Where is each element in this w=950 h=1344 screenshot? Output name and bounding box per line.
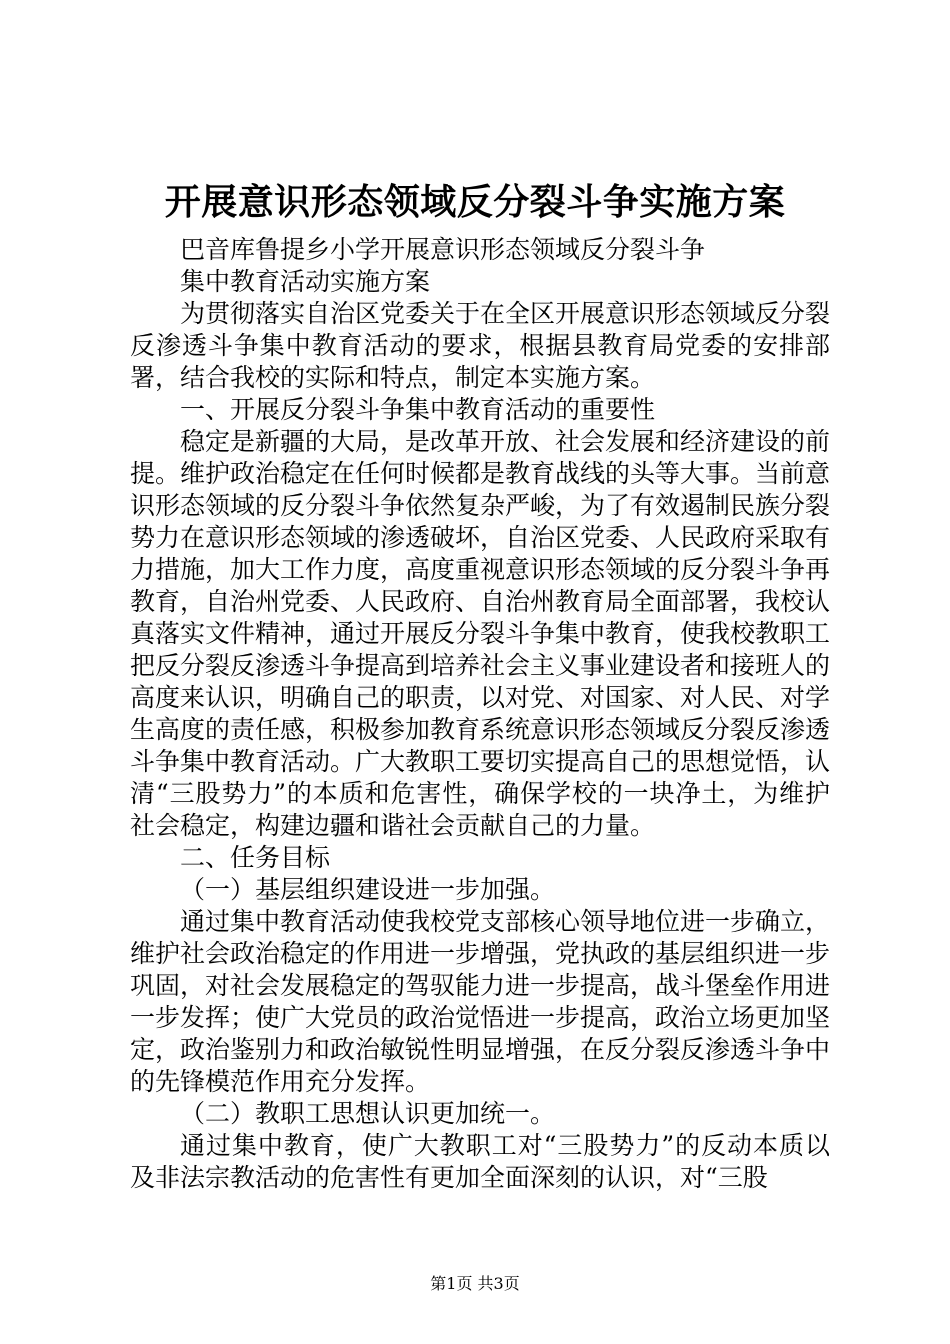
section-heading-2: 二、任务目标	[180, 843, 331, 872]
subsection-heading-2: （二）教职工思想认识更加统一。	[180, 1099, 556, 1128]
paragraph-education: 通过集中教育，使广大教职工对“三股势力”的反动本质以及非法宗教活动的危害性有更加全面深刻的认识，对“三股	[130, 1131, 830, 1192]
document-title: 开展意识形态领域反分裂斗争实施方案	[164, 181, 786, 223]
section-heading-1: 一、开展反分裂斗争集中教育活动的重要性	[180, 395, 656, 424]
paragraph-subtitle-line-2: 集中教育活动实施方案	[180, 267, 431, 296]
page-footer: 第1页 共3页	[430, 1274, 520, 1293]
paragraph-organization: 通过集中教育活动使我校党支部核心领导地位进一步确立，维护社会政治稳定的作用进一步增强，党执政的基层组织进一步巩固，对社会发展稳定的驾驭能力进一步提高，战斗堡垒作用进一步发挥；使广大党员的政治觉悟进一步提高，政治立场更加坚定，政治鉴别力和政治敏锐性明显增强，在反分裂反渗透斗争中的先锋模范作用充分发挥。	[130, 907, 831, 1096]
paragraph-intro: 为贯彻落实自治区党委关于在全区开展意识形态领域反分裂反渗透斗争集中教育活动的要求，根据县教育局党委的安排部署，结合我校的实际和特点，制定本实施方案。	[130, 299, 831, 392]
paragraph-importance: 稳定是新疆的大局，是改革开放、社会发展和经济建设的前提。维护政治稳定在任何时候都是教育战线的头等大事。当前意识形态领域的反分裂斗争依然复杂严峻，为了有效遏制民族分裂势力在意识形态领域的渗透破坏，自治区党委、人民政府采取有力措施，加大工作力度，高度重视意识形态领域的反分裂斗争再教育，自治州党委、人民政府、自治州教育局全面部署，我校认真落实文件精神，通过开展反分裂斗争集中教育，使我校教职工把反分裂反渗透斗争提高到培养社会主义事业建设者和接班人的高度来认识，明确自己的职责，以对党、对国家、对人民、对学生高度的责任感，积极参加教育系统意识形态领域反分裂反渗透斗争集中教育活动。广大教职工要切实提高自己的思想觉悟，认清“三股势力”的本质和危害性，确保学校的一块净土，为维护社会稳定，构建边疆和谐社会贡献自己的力量。	[130, 427, 831, 840]
subsection-heading-1: （一）基层组织建设进一步加强。	[180, 875, 556, 904]
document-body	[130, 234, 830, 1194]
paragraph-subtitle-line-1: 巴音库鲁提乡小学开展意识形态领域反分裂斗争	[180, 235, 706, 264]
